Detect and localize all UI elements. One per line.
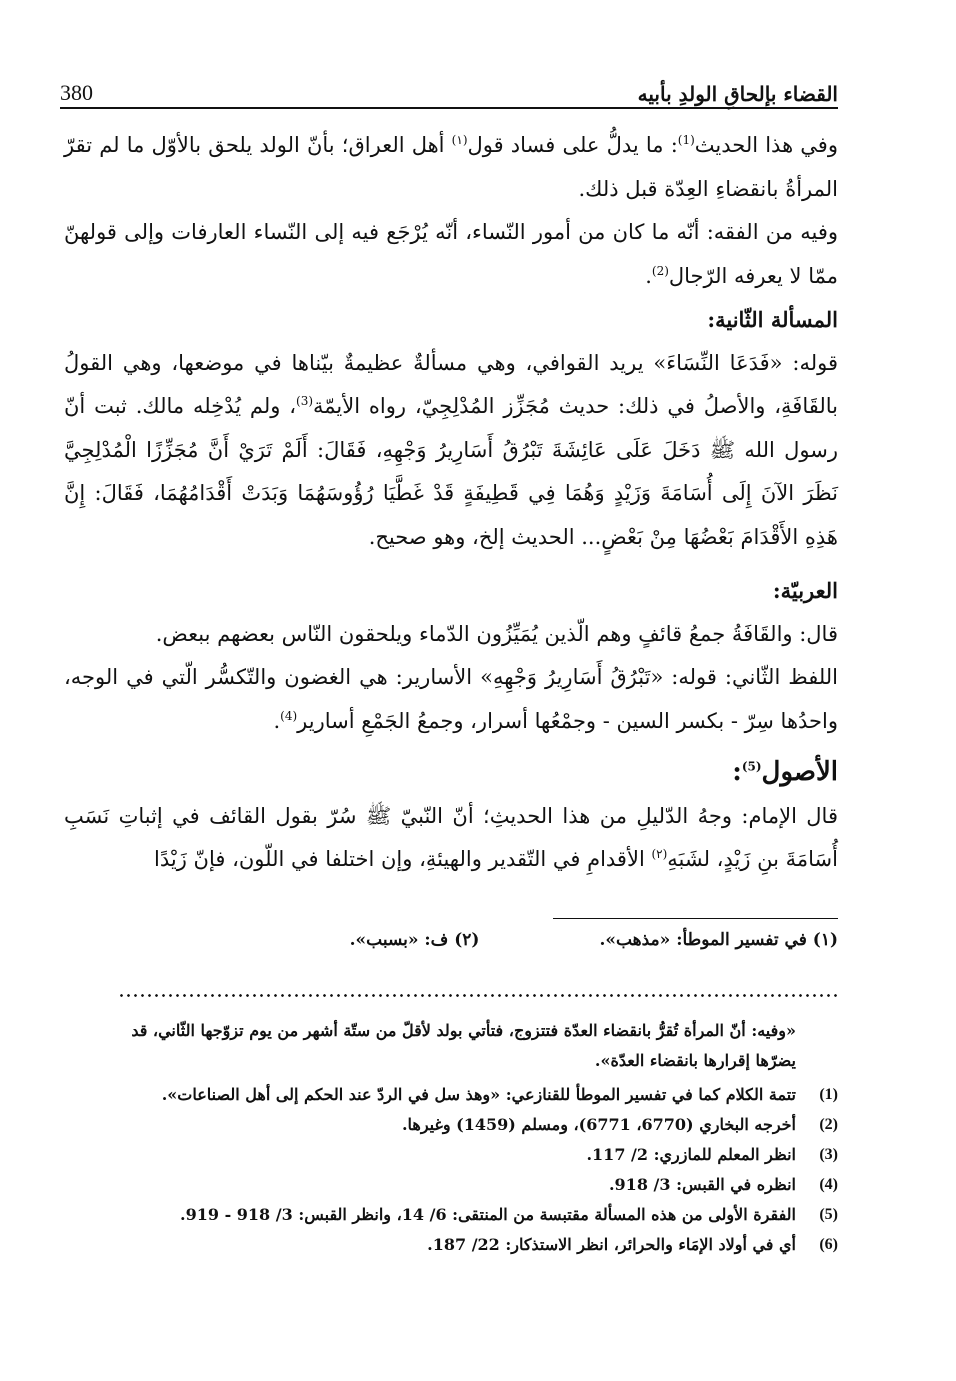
page-header <box>60 72 838 106</box>
footnote-ref: (3) <box>296 394 314 408</box>
footnote-ref: (١) <box>451 133 468 147</box>
footnote-ref: (2) <box>651 263 669 278</box>
original-footnotes <box>250 930 838 950</box>
note-item: (1) تتمة الكلام كما في تفسير الموطأ للقنازعي: «وهذ سل في الردّ عند الحكم إلى أهل الصناعات». <box>161 1085 838 1104</box>
note-item: (5) الفقرة الأولى من هذه المسألة مقتبسة من المنتقى: 6/ 14، وانظر القبس: 3/ 918 - 919. <box>180 1205 838 1224</box>
note-item: (2) أخرجه البخاري (6770، 6771)، ومسلم (1459) وغيرها. <box>401 1115 838 1134</box>
header-rule <box>60 107 838 109</box>
section-heading: المسألة الثّانية: <box>707 307 838 332</box>
section-heading: العربيّة: <box>772 578 838 603</box>
original-footnote: (٢) ف: «بسبب». <box>349 930 480 950</box>
paragraph: قال الإمام: وجهُ الدّليلِ من هذا الحديثِ؛ أنّ النّبيّ ﷺ سُرّ بقول القائف في إثباتِ نَسَبِ أُسَامَةَ بنِ زَيْدٍ، لشَبَهِ$^{(٢)}$ الأقدامِ في التّقدير والهيئةِ، وإن اختلفا في اللّون، فإنّ زَيْدًا <box>64 803 838 871</box>
original-footnote: (١) في تفسير الموطأ: «مذهب». <box>599 930 838 950</box>
footnote-ref: (4) <box>280 708 298 723</box>
section-heading: الأصول$^{(5)}$: <box>732 757 838 787</box>
editor-notes <box>118 1016 838 1260</box>
paragraph: اللفظ الثّاني: قوله: «تَبْرُقُ أَسَارِيرُ وَجْهِهِ» الأسارير: هي الغضون والتّكسُّر الّتي في الوجه، واحدُها سِرّ - بكسر السين - وجمْعُها أسرار، وجمعُ الجَمْعِ أسارير$^{(4)}$. <box>64 665 838 733</box>
footnote-ref: (5) <box>741 759 762 774</box>
note-item: (6) أي في أولاد الإمَاء والحرائر، انظر الاستذكار: 22/ 187. <box>427 1235 838 1254</box>
footnote-ref: (٢) <box>651 847 668 861</box>
note-item: (4) انظره في القبس: 3/ 918. <box>608 1175 838 1194</box>
running-title: القضاء بإلحاقِ الولدِ بأبيه <box>637 82 838 106</box>
dotted-separator <box>118 994 838 997</box>
paragraph: قوله: «فَدَعَا النِّسَاءَ» يريد القوافي، وهي مسألةٌ عظيمةٌ بيّناها في موضعها، وهي القولُ بالقَافَةِ، والأصلُ في ذلك: حديث مُجَزِّز المُدْلِجِيّ، رواه الأيمّة$^{(3)}$، ولم يُدْخِله مالك. ثبت أنّ رسول الله ﷺ دَخَلَ عَلَى عَائِشَةَ تَبْرُقُ أَسَارِيرُ وَجْهِهِ، فَقَالَ: أَلَمْ تَرَيْ أَنَّ مُجَزِّزًا الْمُدْلِجِيَّ نَظَرَ الآنَ إِلَى أُسَامَةَ وَزَيْدٍ وَهُمَا فِي قَطِيفَةٍ قَدْ غَطَّيَا رُؤُوسَهُمَا وَبَدَتْ أَقْدَامُهُمَا، فَقَالَ: إِنَّ هَذِهِ الأَقْدَامَ بَعْضُهَا مِنْ بَعْضٍ... الحديث إلخ، وهو صحيح. <box>64 350 839 549</box>
page-number: 380 <box>60 80 93 105</box>
main-text <box>64 124 838 882</box>
note-continuation: «وفيه: أنّ المرأة تُقرُّ بانقضاء العدّة فتتزوج، فتأتي بولد لأقلّ من ستّة أشهر من يوم تزوّجها الثّاني، قد يضرّها إقرارها بانقضاء العدّة». <box>131 1021 796 1070</box>
footnote-ref: (1) <box>677 133 695 147</box>
paragraph: قال: والقَافَةُ جمعُ قائفٍ وهم الّذين يُمَيِّزُون الدّماء ويلحقون النّاس بعضهم ببعض. <box>155 621 838 646</box>
paragraph: وفي هذا الحديث$^{(1)}$: ما يدلُّ على فساد قول$^{(١)}$ أهل العراق؛ بأنّ الولد يلحق بالأوّل ما لم تقرّ المرأةُ بانقضاءِ العِدّة قبل ذلك. <box>64 133 838 201</box>
note-item: (3) انظر المعلم للمازري: 2/ 117. <box>586 1145 838 1164</box>
footnote-rule <box>553 918 838 919</box>
paragraph: وفيه من الفقه: أنّه ما كان من أمور النّساء، أنّه يُرْجَع فيه إلى النّساء العارفات وإلى قولهنّ ممّا لا يعرفه الرّجال$^{(2)}$. <box>64 220 838 288</box>
